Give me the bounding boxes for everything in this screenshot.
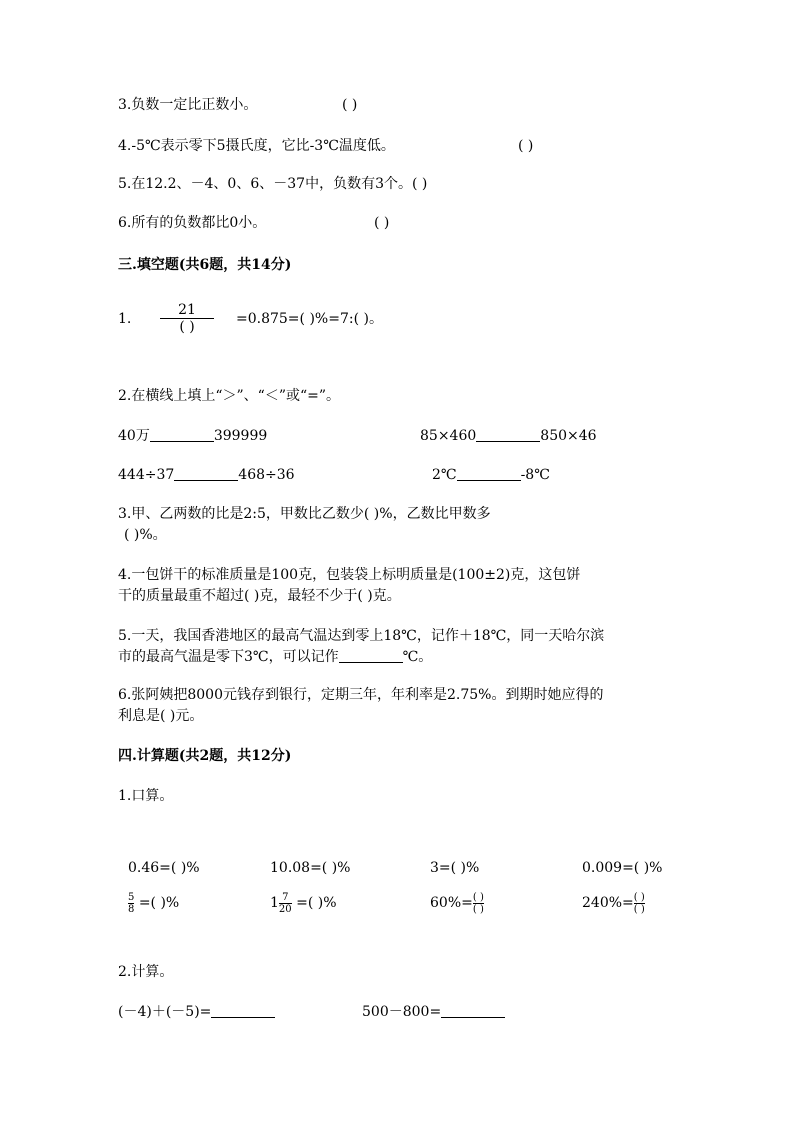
tf-item-6: 6.所有的负数都比0小。 (118, 215, 267, 231)
fill-q3-line2: ( )%。 (124, 527, 167, 543)
fill-q6-line1: 6.张阿姨把8000元钱存到银行，定期三年，年利率是2.75%。到期时她应得的 (118, 687, 604, 703)
answer-paren[interactable]: ( ) (518, 138, 534, 154)
tf-item-3: 3.负数一定比正数小。 (118, 97, 258, 113)
compare-item: 85×460 850×46 (420, 428, 597, 444)
fraction-denominator[interactable]: ( ) (160, 318, 214, 335)
answer-blank[interactable] (476, 427, 540, 442)
fill-q2-prompt: 2.在横线上填上“＞”、“＜”或“=”。 (118, 388, 341, 404)
answer-blank[interactable] (150, 427, 214, 442)
mental-calc-item: 10.08=( )% (270, 860, 351, 876)
compare-item: 40万 399999 (118, 428, 268, 444)
answer-blank[interactable] (441, 1003, 505, 1018)
compare-item: 444÷37 468÷36 (118, 467, 295, 483)
calc-q1-title: 1.口算。 (118, 788, 174, 804)
mental-calc-item: 60%= $\frac{( )}{( )}$ (430, 891, 484, 915)
mental-calc-item: 3=( )% (430, 860, 480, 876)
fraction (160, 302, 214, 335)
answer-paren[interactable]: ( ) (374, 215, 390, 231)
fraction: $\frac{7}{20}$ (278, 891, 292, 915)
fill-q3-line1: 3.甲、乙两数的比是2:5，甲数比乙数少( )%，乙数比甲数多 (118, 506, 491, 522)
fill-q6-line2: 利息是( )元。 (118, 708, 204, 724)
fraction: $\frac{( )}{( )}$ (633, 891, 645, 915)
mental-calc-item: 0.009=( )% (582, 860, 663, 876)
answer-blank[interactable] (457, 466, 521, 481)
fraction: $\frac{5}{8}$ (128, 891, 135, 915)
mental-calc-item: 0.46=( )% (128, 860, 200, 876)
fill-q5-line2: 市的最高气温是零下3℃，可以记作 ℃。 (118, 649, 433, 665)
fraction-numerator: 21 (178, 302, 196, 318)
answer-blank[interactable] (174, 466, 238, 481)
calc-q2-title: 2.计算。 (118, 964, 174, 980)
answer-blank[interactable] (339, 648, 403, 663)
fill-q5-line1: 5.一天，我国香港地区的最高气温达到零上18℃，记作＋18℃，同一天哈尔滨 (118, 628, 605, 644)
calc-item: 500－800= (362, 1002, 505, 1022)
calc-item: (－4)＋(－5)= (118, 1002, 275, 1022)
fill-q4-line1: 4.一包饼干的标准质量是100克，包装袋上标明质量是(100±2)克，这包饼 (118, 567, 581, 583)
compare-item: 2℃ -8℃ (432, 467, 550, 483)
fill-q1-number: 1. (118, 311, 132, 327)
section-heading: 三.填空题(共6题，共14分) (118, 257, 292, 273)
tf-item-5: 5.在12.2、－4、0、6、－37中，负数有3个。( ) (118, 176, 428, 192)
fill-q1-text: =0.875=( )%=7:( )。 (236, 311, 383, 327)
answer-blank[interactable] (211, 1003, 275, 1018)
mental-calc-item: 240%= $\frac{( )}{( )}$ (582, 891, 645, 915)
tf-item-4: 4.-5℃表示零下5摄氏度，它比-3℃温度低。 (118, 138, 395, 154)
mental-calc-item: $\frac{5}{8}$ =( )% (128, 891, 180, 915)
fraction: $\frac{( )}{( )}$ (472, 891, 484, 915)
fill-q4-line2: 干的质量最重不超过( )克，最轻不少于( )克。 (118, 588, 401, 604)
section-heading: 四.计算题(共2题，共12分) (118, 748, 292, 764)
mental-calc-item: 1 $\frac{7}{20}$ =( )% (270, 891, 337, 915)
answer-paren[interactable]: ( ) (342, 97, 358, 113)
